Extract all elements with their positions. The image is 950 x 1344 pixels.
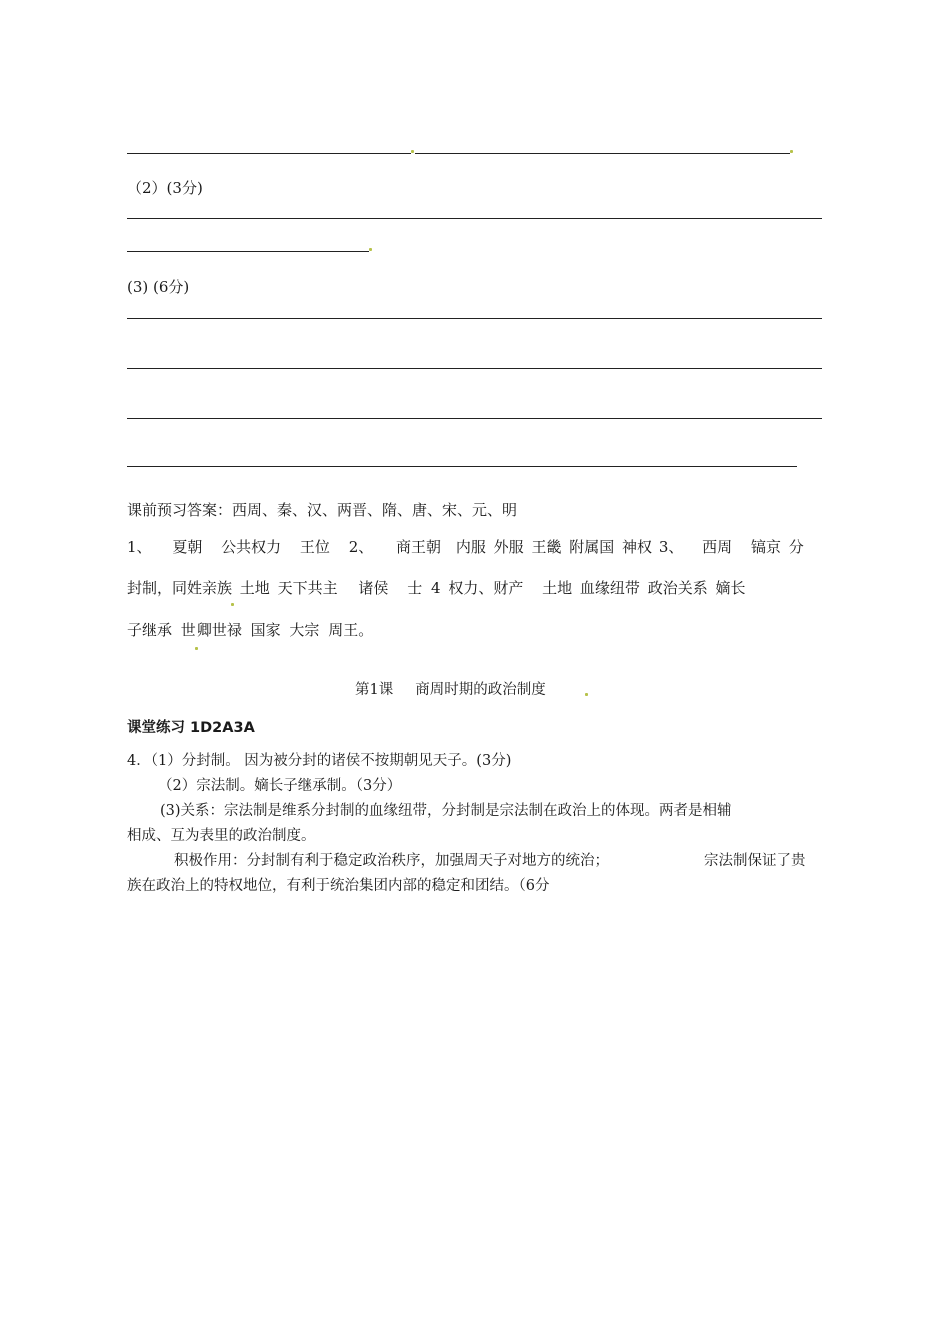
answer-1: 4．（1）分封制。 因为被分封的诸侯不按期朝见天子。(3分) xyxy=(127,753,512,769)
answer-4-line-1a: 积极作用：分封制有利于稳定政治秩序，加强周天子对地方的统治； xyxy=(174,853,609,869)
answer-line xyxy=(127,251,369,252)
preview-answers-line: 课前预习答案：西周、秦、汉、两晋、隋、唐、宋、元、明 xyxy=(127,501,518,519)
answer-line xyxy=(127,466,797,467)
practice-heading: 课堂练习 1D2A3A xyxy=(127,720,255,736)
lesson-title: 第1课 商周时期的政治制度 xyxy=(355,682,546,698)
answer-line xyxy=(127,153,411,154)
preview-answers-row-2: 封制，同姓亲族 土地 天下共主 诸侯 士 4 权力、财产 土地 血缘纽带 政治关系 嫡长 xyxy=(127,578,827,598)
decoration-dot xyxy=(411,150,414,153)
decoration-dot xyxy=(790,150,793,153)
answer-line xyxy=(127,418,822,419)
answer-3-line-2: 相成、互为表里的政治制度。 xyxy=(127,828,316,844)
answer-line xyxy=(415,153,790,154)
decoration-dot xyxy=(369,248,372,251)
answer-4-line-2: 族在政治上的特权地位，有利于统治集团内部的稳定和团结。（6分 xyxy=(127,878,550,894)
answer-line xyxy=(127,368,822,369)
decoration-dot xyxy=(585,693,588,696)
answer-3-line-1: (3)关系：宗法制是维系分封制的血缘纽带，分封制是宗法制在政治上的体现。两者是相辅 xyxy=(160,803,732,819)
preview-answers-row-1: 1、 夏朝 公共权力 王位 2、 商王朝 内服 外服 王畿 附属国 神权 3、 西周 镐京 分 xyxy=(127,538,804,556)
answer-2: （2）宗法制。嫡长子继承制。（3分） xyxy=(158,778,402,794)
question-2-label: （2）(3分) xyxy=(127,179,203,197)
question-3-label: (3) (6分) xyxy=(127,278,190,296)
answer-line xyxy=(127,218,822,219)
preview-answers-row-3: 子继承 世 卿世禄 国家 大宗 周王。 xyxy=(127,620,827,640)
answer-4-line-1b: 宗法制保证了贵 xyxy=(704,853,806,869)
decoration-dot xyxy=(195,647,198,650)
decoration-dot xyxy=(231,603,234,606)
answer-line xyxy=(127,318,822,319)
